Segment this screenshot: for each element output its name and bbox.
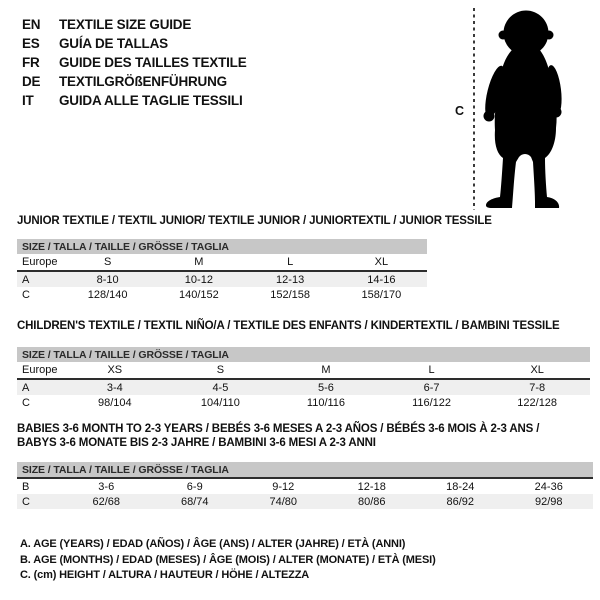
value-cell: 140/152 [178,288,219,301]
value-cell: 9-12 [272,480,295,493]
row-label: C [22,495,30,508]
legend-note-b: B. AGE (MONTHS) / EDAD (MESES) / ÂGE (MOIS) / ALTER (MONATE) / ETÀ (MESI) [20,553,436,566]
baby-silhouette-icon [483,8,573,208]
language-row [22,91,247,110]
language-title-list [22,15,247,110]
language-row [22,34,247,53]
size-header-bar: SIZE / TALLA / TAILLE / GRÖSSE / TAGLIA [17,347,590,362]
size-column-header: L [428,364,435,376]
table-row [17,287,427,302]
value-cell: 6-7 [423,381,440,394]
table-row [17,254,427,270]
legend-note-c: C. (cm) HEIGHT / ALTURA / HAUTEUR / HÖHE / ALTEZZA [20,569,310,581]
table-row [17,395,590,410]
value-cell: 4-5 [212,381,229,394]
language-title: GUIDA ALLE TAGLIE TESSILI [59,93,243,108]
row-label: C [22,396,30,409]
value-cell: 98/104 [97,396,132,409]
language-title: GUIDE DES TAILLES TEXTILE [59,55,247,70]
size-column-header: XL [530,364,544,376]
children-size-table [17,347,590,410]
size-column-header: XL [374,256,389,268]
table-row [17,494,593,509]
language-code: IT [22,93,34,108]
value-cell: 7-8 [529,381,546,394]
value-cell: 110/116 [306,396,346,409]
language-code: DE [22,74,41,89]
value-cell: 80/86 [357,495,386,508]
size-column-header: XS [107,364,123,376]
value-cell: 12-18 [357,480,386,493]
language-code: FR [22,55,40,70]
section-title-junior: JUNIOR TEXTILE / TEXTIL JUNIOR/ TEXTILE JUNIOR / JUNIORTEXTIL / JUNIOR TESSILE [17,215,492,227]
value-cell: 116/122 [412,396,452,409]
value-cell: 122/128 [517,396,558,409]
height-measure-line [473,8,475,210]
table-row [17,380,590,395]
language-title: TEXTILE SIZE GUIDE [59,17,192,32]
value-cell: 3-6 [98,480,115,493]
language-row [22,15,247,34]
value-cell: 8-10 [96,273,119,286]
figure-height-label: C [455,104,465,118]
row-label: B [22,480,30,493]
table-row [17,479,593,494]
language-title: TEXTILGRÖßENFÜHRUNG [59,74,227,89]
size-column-header: M [194,256,204,268]
value-cell: 104/110 [200,396,240,409]
section-title-children: CHILDREN'S TEXTILE / TEXTIL NIÑO/A / TEXTILE DES ENFANTS / KINDERTEXTIL / BAMBINI TESSILE [17,320,560,332]
section-title-babies-line1: BABIES 3-6 MONTH TO 2-3 YEARS / BEBÉS 3-6 MESES A 2-3 AÑOS / BÉBÉS 3-6 MOIS À 2-3 ANS / [17,423,540,435]
row-label: A [22,381,30,394]
value-cell: 152/158 [270,288,310,301]
value-cell: 128/140 [87,288,128,301]
value-cell: 10-12 [184,273,213,286]
size-column-header: S [103,256,112,268]
junior-size-table [17,239,427,302]
section-title-babies-line2: BABYS 3-6 MONATE BIS 2-3 JAHRE / BAMBINI 3-6 MESI A 2-3 ANNI [17,437,376,449]
size-header-bar: SIZE / TALLA / TAILLE / GRÖSSE / TAGLIA [17,462,593,477]
value-cell: 86/92 [446,495,475,508]
legend-notes [20,538,436,585]
row-label: A [22,273,30,286]
language-row [22,53,247,72]
babies-size-table [17,462,593,509]
value-cell: 62/68 [92,495,121,508]
value-cell: 24-36 [534,480,563,493]
region-label: Europe [22,256,58,268]
value-cell: 3-4 [106,381,123,394]
table-row [17,272,427,287]
language-code: EN [22,17,41,32]
value-cell: 6-9 [186,480,203,493]
size-column-header: S [216,364,225,376]
region-label: Europe [22,364,58,376]
legend-note-a: A. AGE (YEARS) / EDAD (AÑOS) / ÂGE (ANS) / ALTER (JAHRE) / ETÀ (ANNI) [20,538,406,550]
value-cell: 12-13 [276,273,305,286]
value-cell: 92/98 [534,495,563,508]
language-row [22,72,247,91]
table-row [17,362,590,378]
size-header-bar: SIZE / TALLA / TAILLE / GRÖSSE / TAGLIA [17,239,427,254]
language-code: ES [22,36,40,51]
value-cell: 5-6 [318,381,334,394]
value-cell: 68/74 [180,495,209,508]
row-label: C [22,288,30,301]
language-title: GUÍA DE TALLAS [59,36,168,51]
value-cell: 18-24 [446,480,475,493]
value-cell: 14-16 [367,273,396,286]
value-cell: 74/80 [269,495,298,508]
size-column-header: L [287,256,294,268]
value-cell: 158/170 [361,288,402,301]
size-column-header: M [321,364,331,376]
